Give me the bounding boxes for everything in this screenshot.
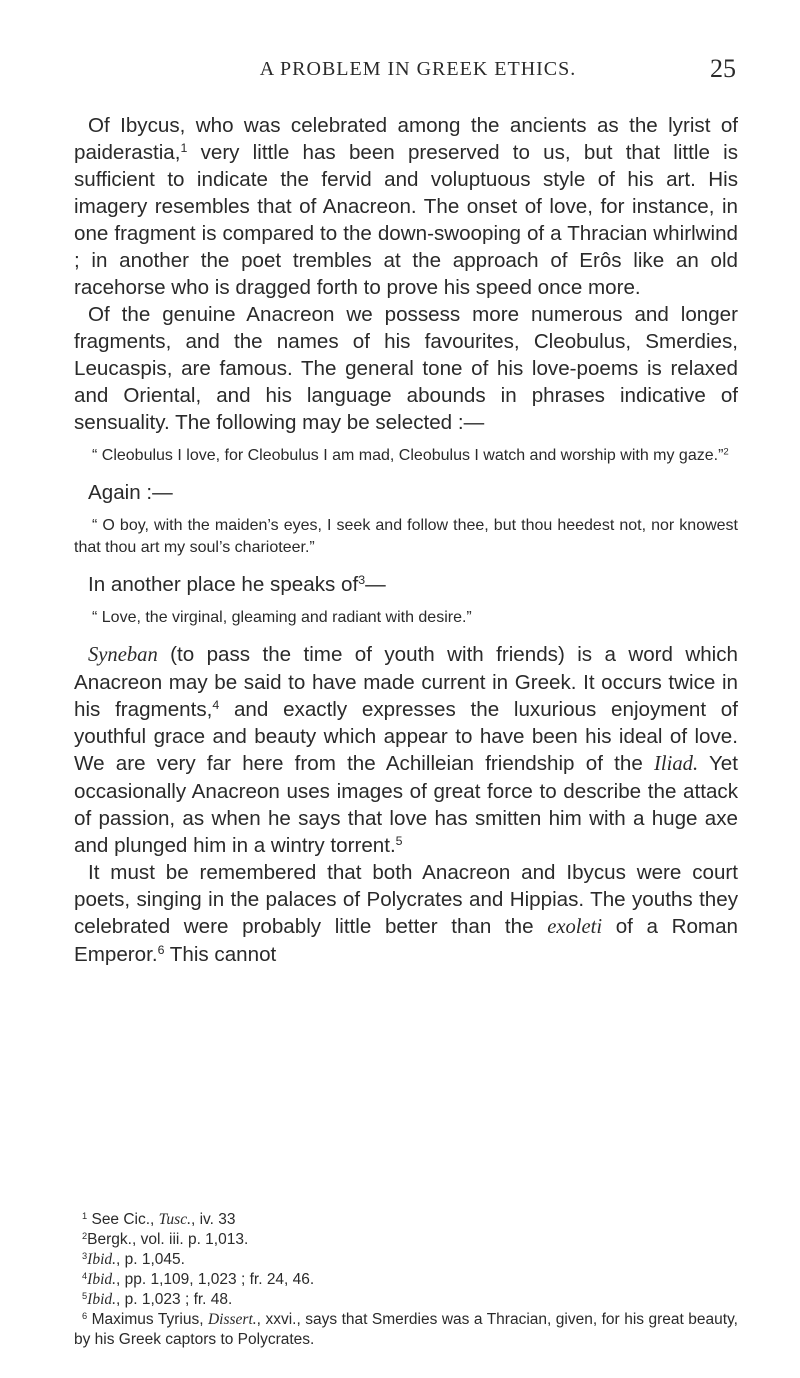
title-iliad: Iliad. [654,753,699,775]
footnote-number: 5 [82,1290,88,1301]
paragraph-court-poets [74,859,738,968]
text-run: , pp. 1,109, 1,023 ; fr. 24, 46. [116,1271,315,1288]
italic-ref: Ibid. [87,1251,117,1268]
text-run: — [365,573,386,596]
footnote-5 [74,1290,738,1310]
text-run: Bergk., vol. iii. p. 1,013. [87,1231,249,1248]
footnote-number: 3 [82,1250,88,1261]
italic-ref: Ibid. [87,1271,117,1288]
running-header [100,54,736,88]
text-run: Yet occasionally Anacreon uses images of great force to describe the attack of passion, as when he says that love has smitten him with a huge axe and plunged him in a wintry torrent. [74,752,738,857]
footnotes [74,1210,738,1350]
footnote-number: 2 [82,1230,88,1241]
italic-ref: Dissert. [207,1311,257,1328]
footnote-4 [74,1270,738,1290]
text-run: Maximus Tyrius, [87,1311,208,1328]
footnote-ref-1[interactable]: 1 [180,141,188,156]
paragraph-syneban [74,641,738,859]
footnote-1 [74,1210,738,1230]
footnote-ref-3[interactable]: 3 [358,573,366,588]
paragraph-ibycus [74,112,738,301]
text-run: and exactly expresses the luxurious enjoyment of youthful grace and beauty which appear to have been his ideal of love. We are very far here from the Achilleian friendship of the [74,698,738,775]
text-run: (to pass the time of youth with friends) is a word which Anacreon may be said to have made current in Greek. It occurs twice in his fragments, [74,643,738,721]
text-run: This cannot [164,943,277,966]
footnote-6 [74,1310,738,1350]
italic-ref: Tusc. [158,1211,191,1228]
text-run: , p. 1,045. [116,1251,185,1268]
quote-love: “ Love, the virginal, gleaming and radiant with desire.” [92,609,472,626]
italic-ref: Ibid. [87,1291,117,1308]
paragraph-another-place [74,571,738,598]
term-exoleti: exoleti [547,916,603,938]
footnote-number: 4 [82,1270,88,1281]
footnote-ref-6[interactable]: 6 [157,943,165,958]
footnote-3 [74,1250,738,1270]
text-run: In another place he speaks of [88,573,359,596]
footnote-ref-2[interactable]: 2 [723,446,729,458]
footnote-number: 1 [82,1210,88,1221]
quote-text: “ Cleobulus I love, for Cleobulus I am mad, Cleobulus I watch and worship with my gaze.” [92,447,724,464]
footnote-ref-5[interactable]: 5 [395,834,403,849]
text-run: See Cic., [87,1211,159,1228]
text-run: of a Roman Emperor. [74,915,738,966]
footnote-ref-4[interactable]: 4 [212,698,220,713]
quote-cleobulus [74,445,738,467]
text-run: Of Ibycus, who was celebrated among the ancients as the lyrist of paiderastia, [74,114,738,164]
paragraph-again: Again :— [88,481,173,504]
text-run: very little has been preserved to us, but that little is sufficient to indicate the fervid and voluptuous style of his art. His imagery resembles that of Anacreon. The onset of love, for instance, in one fragment is compared to the down-swooping of a Thracian whirlwind ; in another the poet trembles at the approach of Erôs like an old racehorse who is dragged forth to prove his speed once more. [74,141,738,299]
main-text [74,112,738,968]
text-run: , xxvi., says that Smerdies was a Thracian, given, for his great beauty, by his Greek captors to Polycrates. [74,1311,738,1348]
footnote-number: 6 [82,1310,88,1321]
footnote-2 [74,1230,738,1250]
text-run: It must be remembered that both Anacreon and Ibycus were court poets, singing in the palaces of Polycrates and Hippias. The youths they celebrated were probably little better than the [74,861,738,938]
text-run: , p. 1,023 ; fr. 48. [116,1291,233,1308]
quote-boy: “ O boy, with the maiden’s eyes, I seek and follow thee, but thou heedest not, nor knowest that thou art my soul’s charioteer.” [74,517,738,556]
running-title: A PROBLEM IN GREEK ETHICS. [259,58,577,80]
text-run: , iv. 33 [190,1211,236,1228]
term-syneban: Syneban [88,644,158,666]
paragraph-anacreon: Of the genuine Anacreon we possess more numerous and longer fragments, and the names of his favourites, Cleobulus, Smerdies, Leucaspis, are famous. The general tone of his love-poems is relaxed and Oriental, and his language abounds in phrases indicative of sensuality. The following may be selected :— [74,303,738,434]
page-number: 25 [710,54,736,83]
